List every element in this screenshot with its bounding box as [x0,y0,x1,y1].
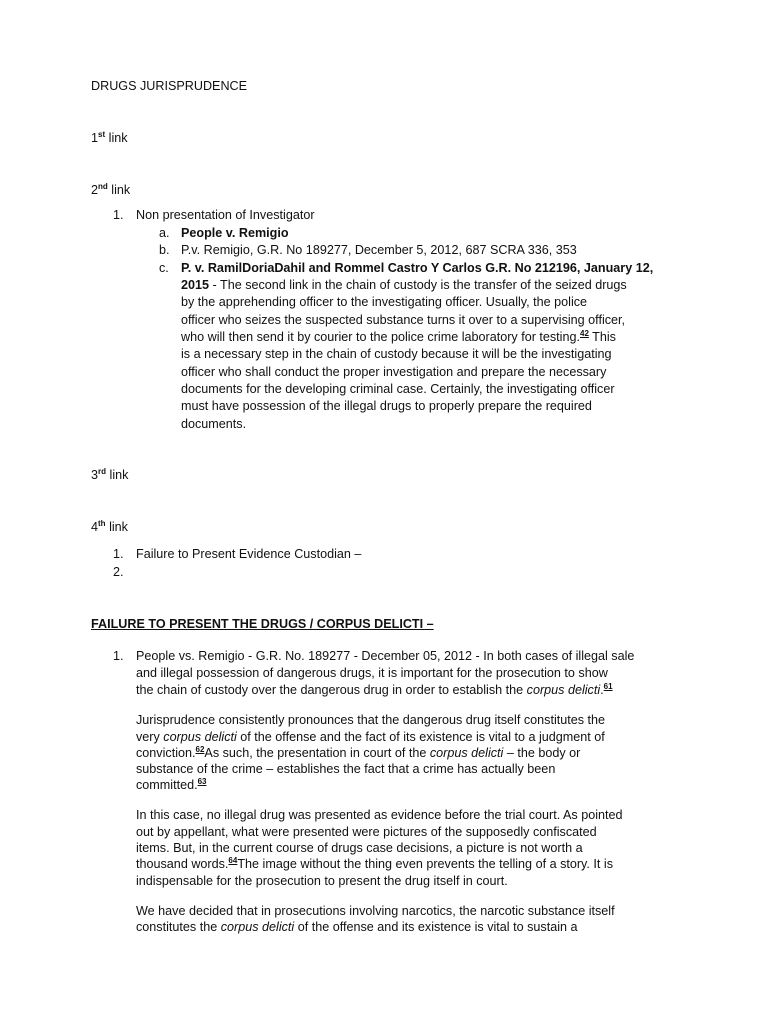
footnote-ref[interactable]: 42 [580,328,589,338]
italic-term: corpus delicti [429,746,504,760]
case-year: 2015 [181,278,210,292]
paragraph-line [136,856,613,873]
text-run: The image without the thing even prevents the telling of a story. It is [237,857,614,871]
paragraph-line: documents for the developing criminal case. Certainly, the investigating officer [181,382,615,396]
link-2-number: 2 [91,183,99,197]
paragraph-line: out by appellant, what were presented were pictures of the supposedly confiscated [136,825,597,839]
paragraph-line: In this case, no illegal drug was presented as evidence before the trial court. As pointed [136,808,623,822]
sublist-marker: b. [159,243,170,257]
text-run: constitutes the [136,920,221,934]
list-item-text: Non presentation of Investigator [136,208,315,222]
list-marker: 1. [113,547,124,561]
heading-link-2 [91,182,130,199]
list-marker: 2. [113,565,124,579]
text-run: – the body or [503,746,581,760]
paragraph-line: officer who shall conduct the proper investigation and prepare the necessary [181,365,607,379]
paragraph-line [136,729,605,746]
section-heading: FAILURE TO PRESENT THE DRUGS / CORPUS DELICTI – [91,617,434,631]
text-run: very [136,730,164,744]
list-marker: 1. [113,649,124,663]
paragraph-line: substance of the crime – establishes the fact that a crime has actually been [136,762,556,776]
footnote-ref[interactable]: 61 [603,681,613,691]
case-citation: P. v. RamilDoriaDahil and Rommel Castro Y Carlos G.R. No 212196, January 12, [181,261,654,275]
paragraph-line [136,745,580,762]
footnote-ref[interactable]: 62 [195,744,205,754]
paragraph-line: Jurisprudence consistently pronounces that the dangerous drug itself constitutes the [136,713,606,727]
text-run: As such, the presentation in court of the [204,746,430,760]
paragraph-line [136,777,207,794]
text-run: who will then send it by courier to the police crime laboratory for testing. [181,330,580,344]
heading-link-4 [91,519,128,536]
link-4-word: link [109,520,128,534]
paragraph-line [136,682,613,699]
case-citation: P.v. Remigio, G.R. No 189277, December 5, 2012, 687 SCRA 336, 353 [181,243,577,257]
link-3-number: 3 [91,468,99,482]
text-run: . [600,683,604,697]
italic-term: corpus delicti [220,920,295,934]
text-run: the chain of custody over the dangerous drug in order to establish the [136,683,527,697]
link-2-word: link [111,183,131,197]
link-1-number: 1 [91,131,99,145]
sublist-marker: c. [159,261,169,275]
text-run: thousand words. [136,857,229,871]
link-3-word: link [109,468,129,482]
link-1-ordinal: st [98,129,106,139]
heading-link-1 [91,130,128,147]
case-citation: People v. Remigio [181,226,289,240]
paragraph-line [181,329,616,346]
paragraph-line: We have decided that in prosecutions involving narcotics, the narcotic substance itself [136,904,615,918]
italic-term: corpus delicti [526,683,601,697]
paragraph-line: indispensable for the prosecution to present the drug itself in court. [136,874,508,888]
paragraph-line: People vs. Remigio - G.R. No. 189277 - December 05, 2012 - In both cases of illegal sale [136,649,635,663]
text-run: conviction. [136,746,196,760]
list-item-text: Failure to Present Evidence Custodian – [136,547,362,561]
paragraph-line [136,919,578,936]
footnote-ref[interactable]: 64 [228,855,238,865]
link-2-ordinal: nd [98,181,108,191]
paragraph-line: by the apprehending officer to the investigating officer. Usually, the police [181,295,588,309]
paragraph-line: items. But, in the current course of drugs case decisions, a picture is not worth a [136,841,583,855]
paragraph-line: is a necessary step in the chain of custody because it will be the investigating [181,347,612,361]
footnote-ref[interactable]: 63 [197,776,207,786]
italic-term: corpus delicti [163,730,237,744]
text-run: of the offense and its existence is vital to sustain a [294,920,578,934]
heading-link-3 [91,467,128,484]
paragraph-line: and illegal possession of dangerous drugs, it is important for the prosecution to show [136,666,608,680]
link-3-ordinal: rd [98,466,107,476]
document-title: DRUGS JURISPRUDENCE [91,79,248,93]
link-4-number: 4 [91,520,99,534]
sublist-marker: a. [159,226,170,240]
paragraph-line [181,277,627,294]
text-run: of the offense and the fact of its existence is vital to a judgment of [236,730,605,744]
paragraph-line: documents. [181,417,247,431]
list-marker: 1. [113,208,124,222]
paragraph-line: officer who seizes the suspected substance turns it over to a supervising officer, [181,313,626,327]
text-run: - The second link in the chain of custody is the transfer of the seized drugs [209,278,627,292]
text-run: This [588,330,616,344]
text-run: committed. [136,778,198,792]
paragraph-line: must have possession of the illegal drugs to properly prepare the required [181,399,592,413]
link-4-ordinal: th [98,518,106,528]
link-1-word: link [108,131,128,145]
